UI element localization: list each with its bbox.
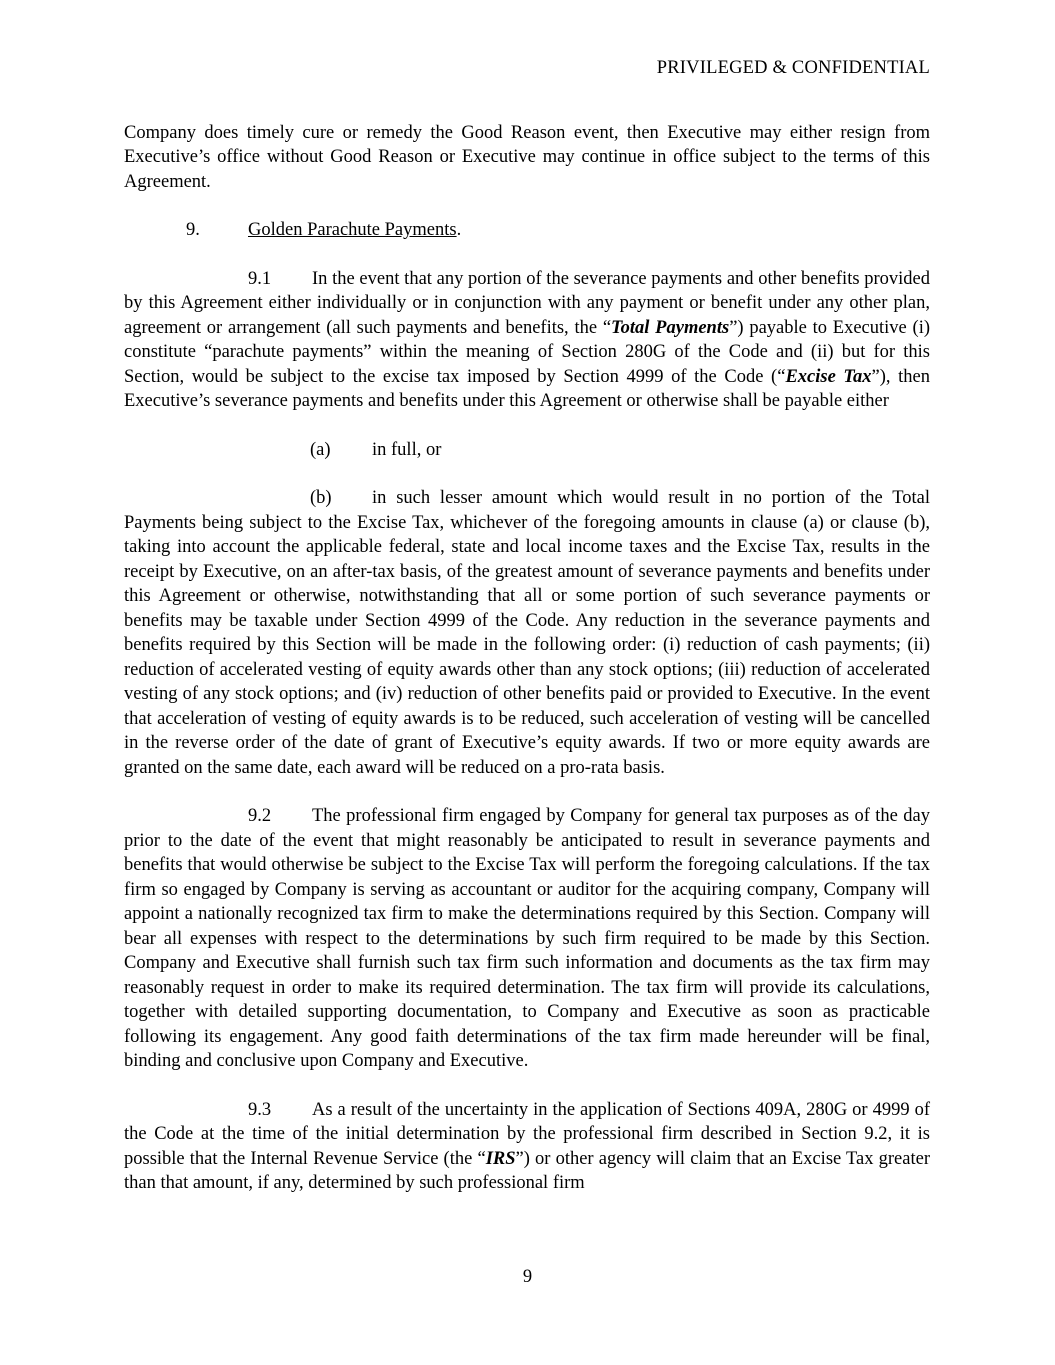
paragraph-9-3 (124, 1098, 930, 1196)
paragraph-9-2-text: The professional firm engaged by Company for general tax purposes as of the day prior to the date of the event that might reasonably be anticipated to result in severance payments and benefits that would otherwise be subject to the Excise Tax will perform the foregoing calculations. If the tax firm so engaged by Company is serving as accountant or auditor for the acquiring company, Company will appoint a nationally recognized tax firm to make the determinations required by this Section. Company will bear all expenses with respect to the determinations by such firm required to be made by this Section. Company and Executive shall furnish such tax firm such information and documents as the tax firm may reasonably request in order to make its required determination. The tax firm will provide its calculations, together with detailed supporting documentation, to Company and Executive as soon as practicable following its engagement. Any good faith determinations of the tax firm made hereunder will be final, binding and conclusive upon Company and Executive. (124, 806, 930, 1071)
paragraph-9-2-number: 9.2 (248, 806, 272, 826)
paragraph-9-2 (124, 804, 930, 1074)
section-title-period: . (456, 220, 462, 240)
page-number: 9 (522, 1266, 533, 1287)
clause-b-text: in such lesser amount which would result in no portion of the Total Payments being subject to the Excise Tax, whichever of the foregoing amounts in clause (a) or clause (b), taking into account the applicable federal, state and local income taxes and the Excise Tax, results in the receipt by Executive, on an after-tax basis, of the greatest amount of severance payments and benefits under this Agreement or otherwise, notwithstanding that all or some portion of such severance payments or benefits may be taxable under Section 4999 of the Code. Any reduction in the severance payments and benefits required by this Section will be made in the following order: (i) reduction of cash payments; (ii) reduction of accelerated vesting of equity awards other than any stock options; (iii) reduction of accelerated vesting of any stock options; and (iv) reduction of other benefits paid or provided to Executive. In the event that acceleration of vesting of equity awards is to be reduced, such acceleration of vesting will be cancelled in the reverse order of the date of grant of Executive’s equity awards. If two or more equity awards are granted on the same date, each award will be reduced on a pro-rata basis. (124, 488, 930, 778)
clause-b (124, 486, 930, 780)
paragraph-9-3-number: 9.3 (248, 1099, 272, 1120)
paragraph-9-1 (124, 267, 930, 414)
section-number: 9. (186, 220, 200, 240)
intro-paragraph: Company does timely cure or remedy the Good Reason event, then Executive may either resign from Executive’s office without Good Reason or Executive may continue in office subject to the terms of this Agreement. (124, 122, 930, 192)
section-9-heading (124, 218, 930, 243)
clause-a (124, 438, 930, 463)
section-title: Golden Parachute Payments (248, 220, 457, 240)
paragraph-9-1-text: In the event that any portion of the severance payments and other benefits provided by this Agreement either individually or in conjunction with any payment or benefit under any other plan, agreement or arrangement (all such payments and benefits, the “Total Payments”) payable to Executive (i) constitute “parachute payments” within the meaning of Section 280G of the Code and (ii) but for this Section, would be subject to the excise tax imposed by Section 4999 of the Code (“Excise Tax”), then Executive’s severance payments and benefits under this Agreement or otherwise shall be payable either (124, 268, 930, 411)
paragraph-9-3-text: As a result of the uncertainty in the application of Sections 409A, 280G or 4999 of the Code at the time of the initial determination by the professional firm described in Section 9.2, it is possible that the Internal Revenue Service (the “IRS”) or other agency will claim that an Excise Tax greater than that amount, if any, determined by such professional firm (124, 1099, 930, 1193)
clause-b-marker: (b) (310, 488, 332, 508)
clause-a-marker: (a) (310, 439, 331, 460)
clause-a-text: in full, or (372, 439, 442, 460)
paragraph-9-1-number: 9.1 (248, 268, 272, 289)
confidentiality-header: PRIVILEGED & CONFIDENTIAL (656, 58, 930, 78)
